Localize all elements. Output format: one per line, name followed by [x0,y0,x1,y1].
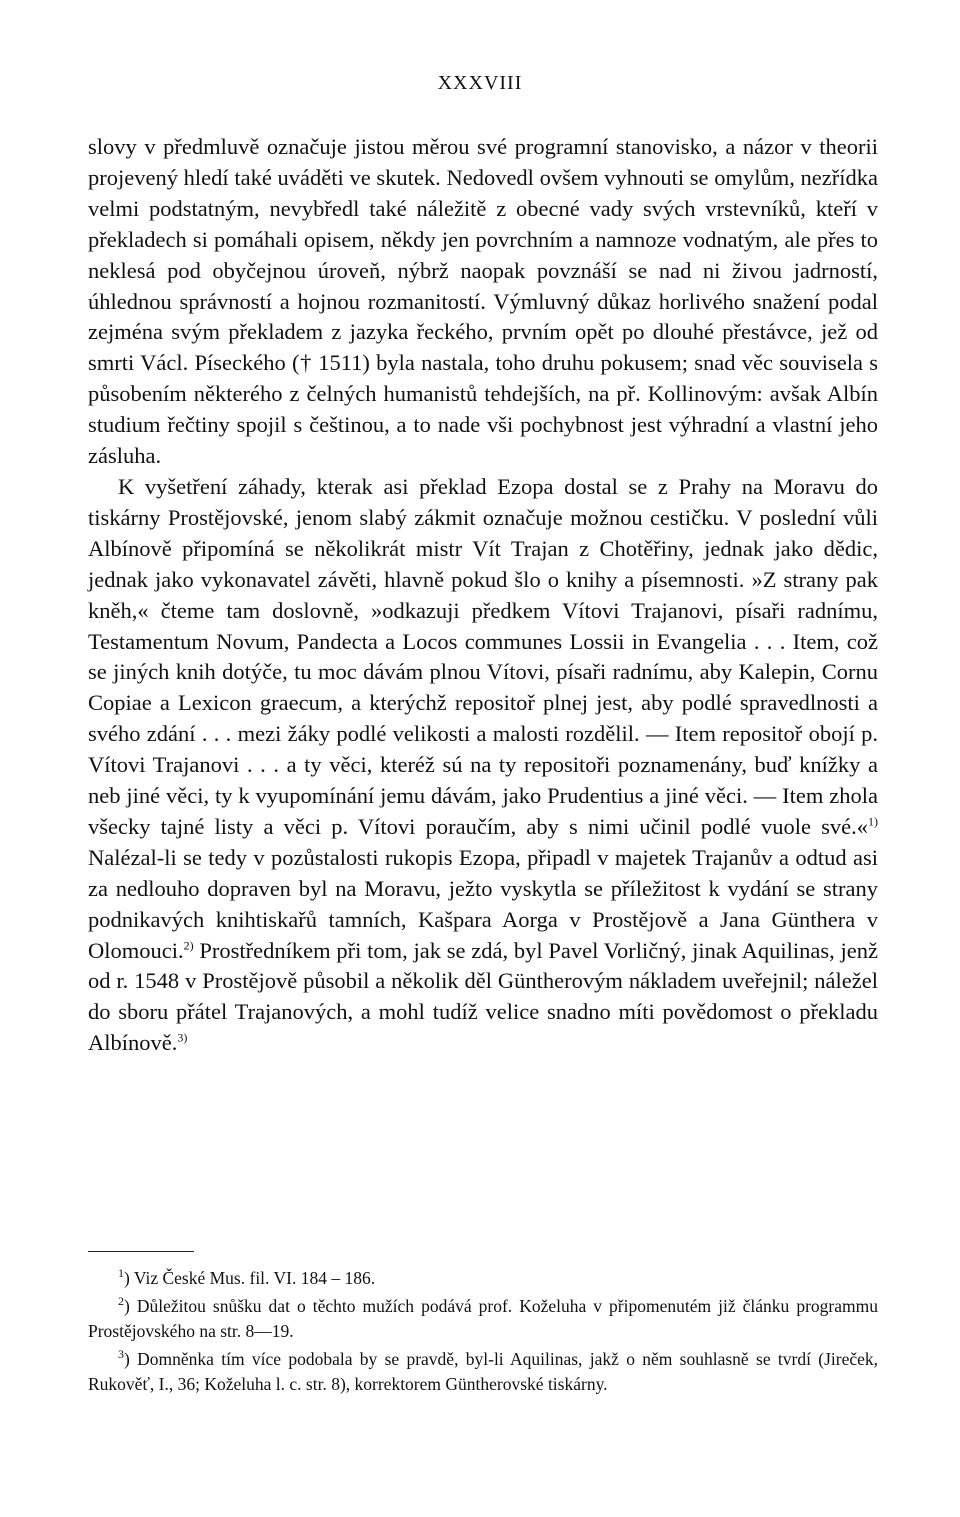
footnote-reference: 1) [868,814,878,829]
footnotes [88,1266,878,1400]
footnote-text: ) Domněnka tím více podobala by se pravdě, byl-li Aquilinas, jakž o něm souhlasně se tvrdí (Jireček, Rukověť, I., 36; Koželuha l. c. str. 8), korrektorem Güntherovské tiskárny. [88,1349,878,1394]
footnote [88,1294,878,1344]
main-text [88,132,878,1059]
footnote-reference: 3) [177,1030,188,1045]
paragraph-text: K vyšetření záhady, kterak asi překlad Ezopa dostal se z Prahy na Moravu do tiskárny Prostějovské, jenom slabý zákmit označuje možnou cestičku. V poslední vůli Albínově připomíná se několikrát mistr Vít Trajan z Chotěřiny, jednak jako dědic, jednak jako vykonavatel závěti, hlavně pokud šlo o knihy a písemnosti. »Z strany pak kněh,« čteme tam doslovně, »odkazuji předkem Vítovi Trajanovi, písaři radnímu, Testamentum Novum, Pandecta a Locos communes Lossii in Evangelia . . . Item, což se jiných knih dotýče, tu moc dávám plnou Vítovi, písaři radnímu, aby Kalepin, Cornu Copiae a Lexicon graecum, a kterýchž repositoř plnej jest, aby podlé spravedlnosti a svého zdání . . . mezi žáky podlé velikosti a malosti rozdělil. — Item repositoř obojí p. Vítovi Trajanovi . . . a ty věci, kteréž sú na ty repositoři poznamenány, buď knížky a neb jiné věci, ty k vyupomínání jemu dávám, jako Prudentius a jiné věci. — Item zhola všecky tajné listy a věci p. Vítovi poraučím, aby s nimi učinil podlé vuole své.« [88,473,878,839]
footnote-mark: 3 [118,1347,124,1362]
paragraph-text: Nalézal-li se tedy v pozůstalosti rukopis Ezopa, připadl v majetek Trajanův a odtud asi za nedlouho dopraven byl na Moravu, ježto vyskytla se příležitost k vydání se strany podnikavých knihtiskařů tamních, Kašpara Aorga v Prostějově a Jana Günthera v Olomouci. [88,844,878,963]
paragraph [88,472,878,1059]
page-number: XXXVIII [437,72,523,94]
footnote-reference: 2) [183,938,194,953]
footnote-mark: 2 [118,1294,124,1309]
footnote-mark: 1 [118,1266,124,1281]
footnote-divider [88,1251,194,1252]
paragraph: slovy v předmluvě označuje jistou měrou své programní stanovisko, a názor v theorii projevený hledí také uváděti ve skutek. Nedovedl ovšem vyhnouti se omylům, nezřídka velmi podstatným, nevybředl také náležitě z obecné vady svých vrstevníků, kteří v překladech si pomáhali opisem, někdy jen povrchním a namnoze vodnatým, ale přes to neklesá pod obyčejnou úroveň, nýbrž naopak povznáší se nad ni živou jadrností, úhlednou správností a hojnou rozmanitostí. Výmluvný důkaz horlivého snažení podal zejména svým překladem z jazyka řeckého, prvním opět po dlouhé přestávce, jež od smrti Václ. Píseckého († 1511) byla nastala, toho druhu pokusem; snad věc souvisela s působením některého z čelných humanistů tehdejších, na př. Kollinovým: avšak Albín studium řečtiny spojil s češtinou, a to nade vši pochybnost jest výhradní a vlastní jeho zásluha. [88,134,878,469]
paragraph-text: Prostředníkem při tom, jak se zdá, byl Pavel Vorličný, jinak Aquilinas, jenž od r. 1548 v Prostějově působil a několik děl Güntherovým nákladem uveřejnil; náležel do sboru přátel Trajanových, a mohl tudíž velice snadno míti povědomost o překladu Albínově. [88,937,878,1056]
footnote-text: ) Důležitou snůšku dat o těchto mužích podává prof. Koželuha v připomenutém již článku programmu Prostějovského na str. 8—19. [88,1296,878,1341]
footnote-text: ) Viz České Mus. fil. VI. 184 – 186. [124,1268,376,1288]
footnote [88,1266,878,1291]
footnote [88,1347,878,1397]
